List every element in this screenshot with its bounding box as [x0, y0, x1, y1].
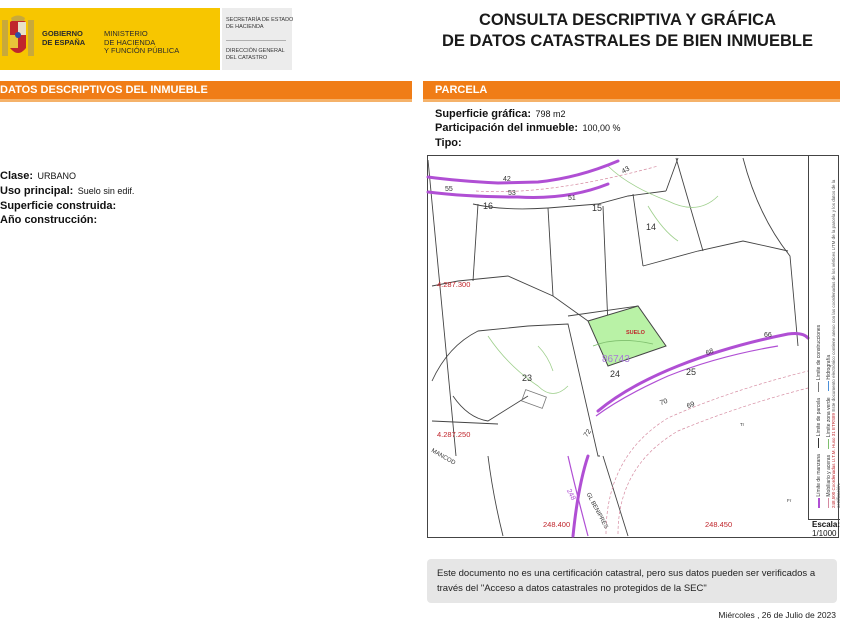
legend-items — [816, 158, 822, 508]
parcel-bar — [423, 81, 840, 99]
road-number: 72 — [582, 428, 594, 439]
map-mark: Fr — [787, 498, 792, 503]
coordinate-label: 4.287.250 — [437, 430, 471, 439]
road-number: 66 — [764, 332, 772, 339]
document-title — [420, 10, 835, 52]
road-number: 55 — [445, 186, 453, 193]
legend-coords-note: 248,500 Coordenadas U.T.M. Huso 31 ETRS89 — [831, 412, 836, 508]
legend-item: Límite zona verde — [826, 397, 832, 438]
legend-item: Mobiliario y aceras — [826, 454, 832, 497]
parcel-bar-underline — [423, 99, 840, 102]
ministry-left-text: GOBIERNO DE ESPAÑA — [42, 29, 86, 47]
field-label: Tipo: — [435, 137, 462, 149]
disclaimer-note: Este documento no es una certificación catastral, pero sus datos pueden ser verificados a través del "Acceso a datos catastrales no protegidos de la SEC" — [427, 559, 837, 603]
street-name: GL BENIPRES — [584, 492, 609, 530]
parcel-number: 25 — [686, 367, 697, 377]
coordinate-label: 248.400 — [543, 520, 571, 529]
legend-swatch — [818, 382, 819, 392]
field-value: Suelo sin edif. — [77, 186, 135, 196]
street-name: MANCOD — [430, 448, 457, 467]
map-mark: Tr — [740, 422, 745, 427]
legend-item: Límite de parcela — [816, 397, 822, 437]
field-label: Uso principal: — [0, 185, 74, 197]
parcel-bar-title: PARCELA — [435, 84, 488, 96]
legend-description — [831, 158, 841, 508]
direccion-text: DIRECCIÓN GENERAL DEL CATASTRO — [226, 48, 285, 61]
title-line-2: DE DATOS CATASTRALES DE BIEN INMUEBLE — [442, 32, 813, 50]
road-number: 42 — [503, 176, 511, 183]
parcel-use-label: SUELO — [626, 330, 645, 336]
field-value: URBANO — [37, 171, 76, 181]
document-date: Miércoles , 26 de Julio de 2023 — [718, 610, 836, 620]
scale-label: Escala: — [812, 520, 841, 529]
road-number: 51 — [568, 195, 576, 202]
legend-swatch — [818, 498, 820, 508]
field-value: 798 m2 — [535, 109, 566, 119]
parcel-number: 15 — [592, 203, 603, 213]
road-number: 70 — [659, 397, 669, 408]
field-label: Superficie construida: — [0, 200, 117, 212]
field-tipo — [435, 133, 462, 151]
scale-value: 1/1000 — [812, 529, 837, 538]
field-value: 100,00 % — [582, 123, 621, 133]
legend-swatch — [828, 381, 829, 391]
legend-swatch — [828, 498, 829, 508]
parcel-number: 24 — [610, 369, 621, 379]
field-label: Participación del inmueble: — [435, 122, 579, 134]
street-number: 248 — [564, 488, 577, 502]
legend-item: Límite de manzana — [816, 454, 822, 497]
field-label: Superficie gráfica: — [435, 108, 531, 120]
parcel-number: 23 — [522, 373, 533, 383]
field-participacion — [435, 118, 621, 136]
parcel-reference: 86743 — [602, 354, 630, 365]
title-line-1: CONSULTA DESCRIPTIVA Y GRÁFICA — [478, 11, 777, 29]
legend-desc-text: Este documento electrónico contiene anexo con las coordenadas de los vértices UTM de la parcela y los datos de la certificación. — [831, 179, 841, 508]
road-number: 68 — [705, 347, 715, 358]
legend-swatch — [818, 438, 819, 448]
parcel-number: 16 — [483, 201, 494, 211]
coordinate-label: 4.287.300 — [437, 280, 471, 289]
secretaria-divider — [226, 40, 286, 41]
ministry-right-text: MINISTERIO DE HACIENDA Y FUNCIÓN PÚBLICA — [104, 29, 180, 55]
field-anio — [0, 210, 97, 228]
descriptive-data-bar: DATOS DESCRIPTIVOS DEL INMUEBLE — [0, 81, 412, 99]
secretaria-text: SECRETARÍA DE ESTADO DE HACIENDA — [226, 17, 294, 30]
legend-item: Hidrografía — [826, 354, 832, 380]
field-label: Año construcción: — [0, 214, 98, 226]
coordinate-label: 248.450 — [705, 520, 733, 529]
parcel-number: 14 — [646, 222, 657, 232]
scale-box — [809, 519, 840, 538]
legend-swatch — [828, 439, 829, 449]
cadastral-map-drawing[interactable] — [428, 156, 808, 537]
road-number: 43 — [620, 165, 632, 176]
road-number: 53 — [508, 190, 516, 197]
coat-of-arms-icon — [0, 14, 36, 64]
field-label: Clase: — [0, 170, 34, 182]
road-number: 69 — [686, 400, 696, 411]
legend-item: Límite de construcciones — [816, 324, 822, 381]
descriptive-bar-underline — [0, 99, 412, 102]
